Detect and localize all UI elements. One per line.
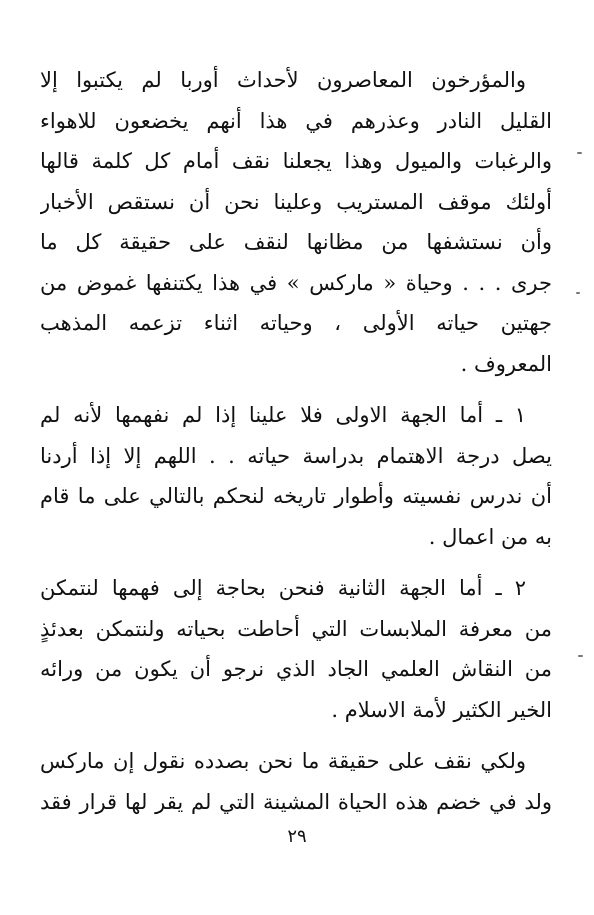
scan-speck [577, 152, 582, 154]
text-line: من النقاش العلمي الجاد الذي نرجو أن يكون من ورائه [40, 657, 552, 681]
paragraph-2 [40, 395, 552, 557]
text-line: جهتين حياته الأولى ، وحياته اثناء تزعمه المذهب [40, 311, 552, 335]
text-line: ١ ـ أما الجهة الاولى فلا علينا إذا لم نفهمها لأنه لم [40, 403, 526, 427]
text-line: القليل النادر وعذرهم في هذا أنهم يخضعون للاهواء [40, 108, 552, 133]
paragraph-1 [40, 60, 552, 384]
text-line: ولكي نقف على حقيقة ما نحن بصدده نقول إن ماركس [40, 749, 526, 773]
paragraph-spacer [40, 384, 552, 395]
text-line: المعروف . [460, 351, 552, 376]
scan-speck [578, 655, 583, 657]
text-line: والرغبات والميول وهذا يجعلنا نقف أمام كل كلمة قالها [40, 149, 552, 173]
page-number: ٢٩ [287, 826, 307, 847]
text-line: من معرفة الملابسات التي أحاطت بحياته ولنتمكن بعدئذٍ [40, 616, 552, 641]
paragraph-3 [40, 568, 552, 730]
body-text [40, 60, 552, 822]
paragraph-4 [40, 741, 552, 822]
text-line: يصل درجة الاهتمام بدراسة حياته . . اللهم إلا إذا أردنا [40, 443, 552, 468]
text-line: والمؤرخون المعاصرون لأحداث أوربا لم يكتبوا إلا [40, 68, 526, 92]
text-line: به من اعمال . [428, 524, 552, 549]
scan-speck [576, 292, 580, 294]
text-line: أولئك موقف المستريب وعلينا نحن أن نستقص الأخبار [40, 189, 552, 214]
text-line: الخير الكثير لأمة الاسلام . [331, 697, 552, 722]
text-line: ٢ ـ أما الجهة الثانية فنحن بحاجة إلى فهمها لنتمكن [40, 576, 526, 600]
paragraph-spacer [40, 557, 552, 568]
text-line: جرى . . . وحياة « ماركس » في هذا يكتنفها غموض من [40, 270, 552, 295]
text-line: وأن نستشفها من مظانها لنقف على حقيقة كل ما [40, 230, 552, 254]
paragraph-spacer [40, 730, 552, 741]
text-line: ولد في خضم هذه الحياة المشينة التي لم يقر لها قرار فقد [40, 789, 552, 814]
text-line: أن ندرس نفسيته وأطوار تاريخه لنحكم بالتالي على ما قام [40, 484, 552, 508]
